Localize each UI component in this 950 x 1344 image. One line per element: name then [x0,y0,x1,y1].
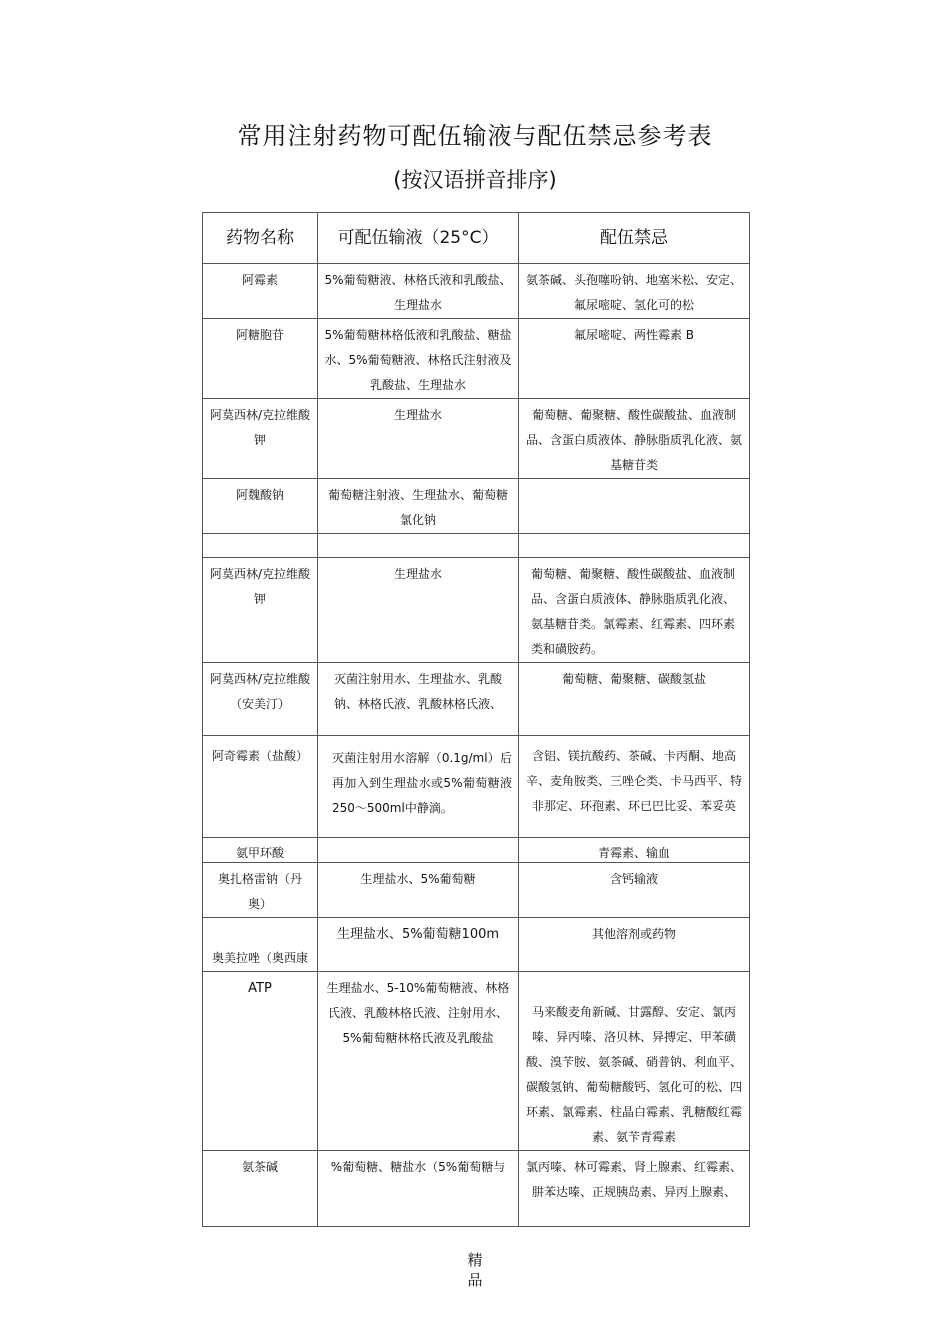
incompatibility: 氯丙嗪、林可霉素、肾上腺素、红霉素、肼苯达嗪、正规胰岛素、异丙上腺素、 [525,1160,742,1199]
incompatibility: 含铝、镁抗酸药、茶碱、卡丙酮、地高辛、麦角胺类、三唑仑类、卡马西平、特非那定、环孢素、环已巴比妥、苯妥英 [525,749,742,813]
table-row [203,863,750,918]
drug-name: ATP [248,981,272,996]
table-header-row [203,213,750,264]
incompatibility: 含钙输液 [609,872,658,886]
compatible-infusion: 生理盐水 [393,408,442,422]
incompatibility: 马来酸麦角新碱、甘露醇、安定、氯丙嗪、异丙嗪、洛贝林、异搏定、甲苯磺酸、溴苄胺、氨茶碱、硝普钠、利血平、碳酸氢钠、葡萄糖酸钙、氢化可的松、四环素、氯霉素、柱晶白霉素、乳糖酸红霉素、氨苄青霉素 [525,1005,742,1144]
compatible-infusion: 灭菌注射用水、生理盐水、乳酸钠、林格氏液、乳酸林格氏液、 [333,672,502,711]
footer-line-2: 品 [467,1271,483,1289]
table-row [203,736,750,838]
compatible-infusion: 生理盐水、5%葡萄糖100m [336,927,500,942]
table-row [203,264,750,319]
compatible-infusion: %葡萄糖、糖盐水（5%葡萄糖与 [330,1160,506,1174]
drug-name: 阿莫西林/克拉维酸钾 [209,408,311,447]
reference-table [202,212,750,1227]
page-subtitle: (按汉语拼音排序) [393,168,557,192]
incompatibility [519,479,749,483]
table-row [203,972,750,1151]
compatible-infusion: 灭菌注射用水溶解（0.1g/ml）后再加入到生理盐水或5%葡萄糖液250～500ml中静滴。 [332,751,512,815]
table-row [203,663,750,736]
incompatibility: 青霉素、输血 [597,846,670,860]
incompatibility: 葡萄糖、葡聚糖、碳酸氢盐 [561,672,706,686]
drug-name: 奥扎格雷钠（丹奥） [217,872,302,911]
drug-name: 阿霉素 [241,273,278,287]
page-title: 常用注射药物可配伍输液与配伍禁忌参考表 [237,122,713,150]
drug-name: 阿莫西林/克拉维酸钾 [209,567,311,606]
drug-name: 阿糖胞苷 [235,328,284,342]
header-compatible-infusion: 可配伍输液（25°C） [318,213,519,264]
header-drug-name: 药物名称 [203,213,318,264]
table-row [203,1151,750,1227]
compatible-infusion: 生理盐水 [393,567,442,581]
table-row [203,558,750,663]
incompatibility: 氟尿嘧啶、两性霉素 B [573,328,695,342]
page-footer [0,1250,950,1290]
compatible-infusion: 5%葡萄糖林格低液和乳酸盐、糖盐水、5%葡萄糖液、林格氏注射液及乳酸盐、生理盐水 [324,328,512,392]
drug-name: 氨茶碱 [241,1160,278,1174]
drug-name: 阿奇霉素（盐酸） [211,749,308,763]
compatible-infusion: 5%葡萄糖液、林格氏液和乳酸盐、生理盐水 [324,273,512,312]
incompatibility: 氨茶碱、头孢噻吩钠、地塞米松、安定、氟尿嘧啶、氢化可的松 [525,273,742,312]
table-row [203,319,750,399]
table-row [203,918,750,972]
incompatibility: 其他溶剂或药物 [591,927,676,941]
footer-line-1: 精 [467,1251,483,1269]
drug-name: 阿魏酸钠 [235,488,284,502]
table-row [203,838,750,863]
header-incompatibility: 配伍禁忌 [519,213,750,264]
table-row [203,534,750,558]
incompatibility: 葡萄糖、葡聚糖、酸性碳酸盐、血液制品、含蛋白质液体、静脉脂质乳化液、氨基糖苷类。氯霉素、红霉素、四环素类和磺胺药。 [531,567,736,656]
compatible-infusion: 葡萄糖注射液、生理盐水、葡萄糖氯化钠 [327,488,508,527]
table-row [203,399,750,479]
drug-name: 奥美拉唑（奥西康 [211,951,308,965]
compatible-infusion: 生理盐水、5-10%葡萄糖液、林格氏液、乳酸林格氏液、注射用水、5%葡萄糖林格氏液及乳酸盐 [326,981,510,1045]
compatible-infusion: 生理盐水、5%葡萄糖 [360,872,476,886]
drug-name: 氨甲环酸 [235,846,284,860]
table-row [203,479,750,534]
drug-name: 阿莫西林/克拉维酸（安美汀） [209,672,311,711]
incompatibility: 葡萄糖、葡聚糖、酸性碳酸盐、血液制品、含蛋白质液体、静脉脂质乳化液、氨基糖苷类 [525,408,742,472]
